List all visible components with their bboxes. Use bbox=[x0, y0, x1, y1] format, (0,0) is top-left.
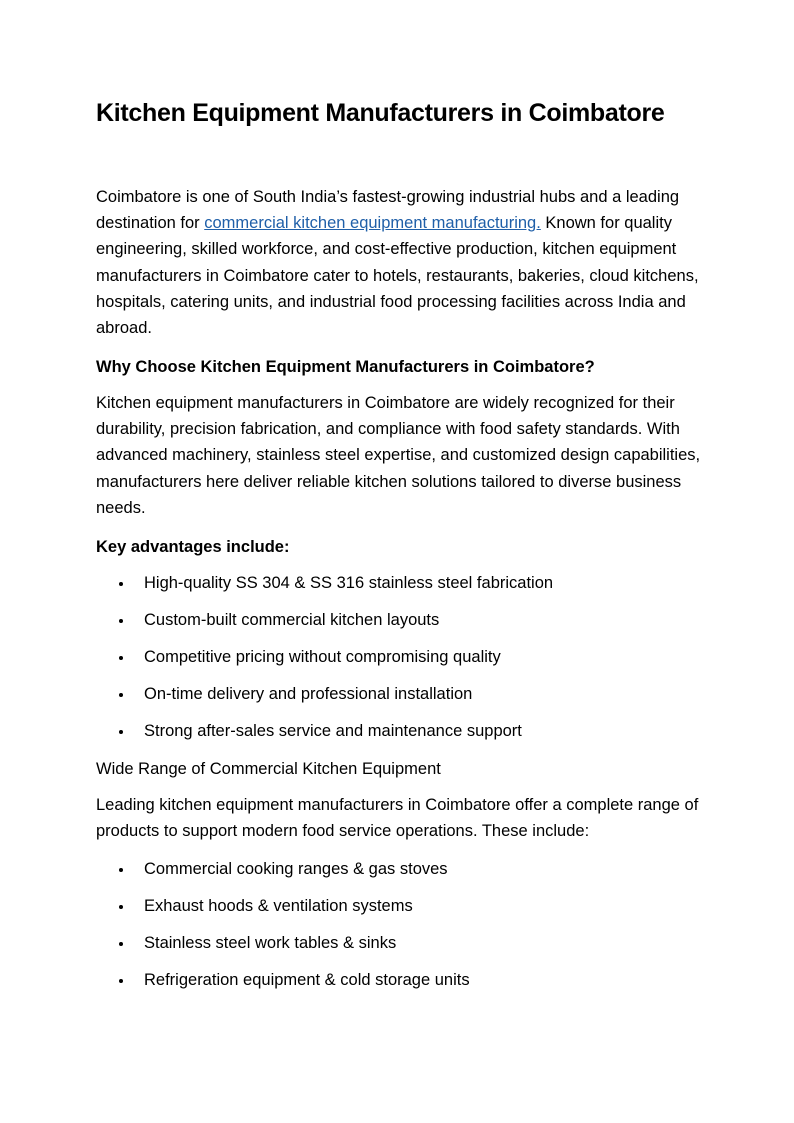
list-item: Stainless steel work tables & sinks bbox=[96, 930, 470, 967]
intro-paragraph bbox=[96, 184, 706, 341]
list-item: Custom-built commercial kitchen layouts bbox=[96, 607, 553, 644]
list-item: Refrigeration equipment & cold storage units bbox=[96, 967, 470, 1004]
list-item: Competitive pricing without compromising quality bbox=[96, 644, 553, 681]
list-item: High-quality SS 304 & SS 316 stainless steel fabrication bbox=[96, 570, 553, 607]
products-list bbox=[96, 856, 470, 1004]
list-item: Exhaust hoods & ventilation systems bbox=[96, 893, 470, 930]
page-title: Kitchen Equipment Manufacturers in Coimbatore bbox=[96, 99, 665, 127]
commercial-kitchen-link[interactable]: commercial kitchen equipment manufacturing. bbox=[204, 214, 541, 233]
intro-text-after: Known for quality engineering, skilled workforce, and cost-effective production, kitchen equipment manufacturers in Coimbatore cater to hotels, restaurants, bakeries, cloud kitchens, hospitals, catering units, and industrial food processing facilities across India and abroad. bbox=[96, 214, 699, 338]
why-heading: Why Choose Kitchen Equipment Manufacturers in Coimbatore? bbox=[96, 358, 595, 376]
range-paragraph: Leading kitchen equipment manufacturers in Coimbatore offer a complete range of products to support modern food service operations. These include: bbox=[96, 796, 699, 841]
list-item: Commercial cooking ranges & gas stoves bbox=[96, 856, 470, 893]
why-paragraph: Kitchen equipment manufacturers in Coimbatore are widely recognized for their durability, precision fabrication, and compliance with food safety standards. With advanced machinery, stainless steel expertise, and customized design capabilities, manufacturers here deliver reliable kitchen solutions tailored to diverse business needs. bbox=[96, 394, 701, 517]
list-item: Strong after-sales service and maintenance support bbox=[96, 718, 553, 755]
advantages-heading: Key advantages include: bbox=[96, 538, 290, 556]
range-heading: Wide Range of Commercial Kitchen Equipment bbox=[96, 760, 441, 778]
list-item: On-time delivery and professional installation bbox=[96, 681, 553, 718]
advantages-list bbox=[96, 570, 553, 755]
intro-text-before: Coimbatore is one of South India’s fastest-growing industrial hubs and a leading destination for bbox=[96, 188, 680, 233]
